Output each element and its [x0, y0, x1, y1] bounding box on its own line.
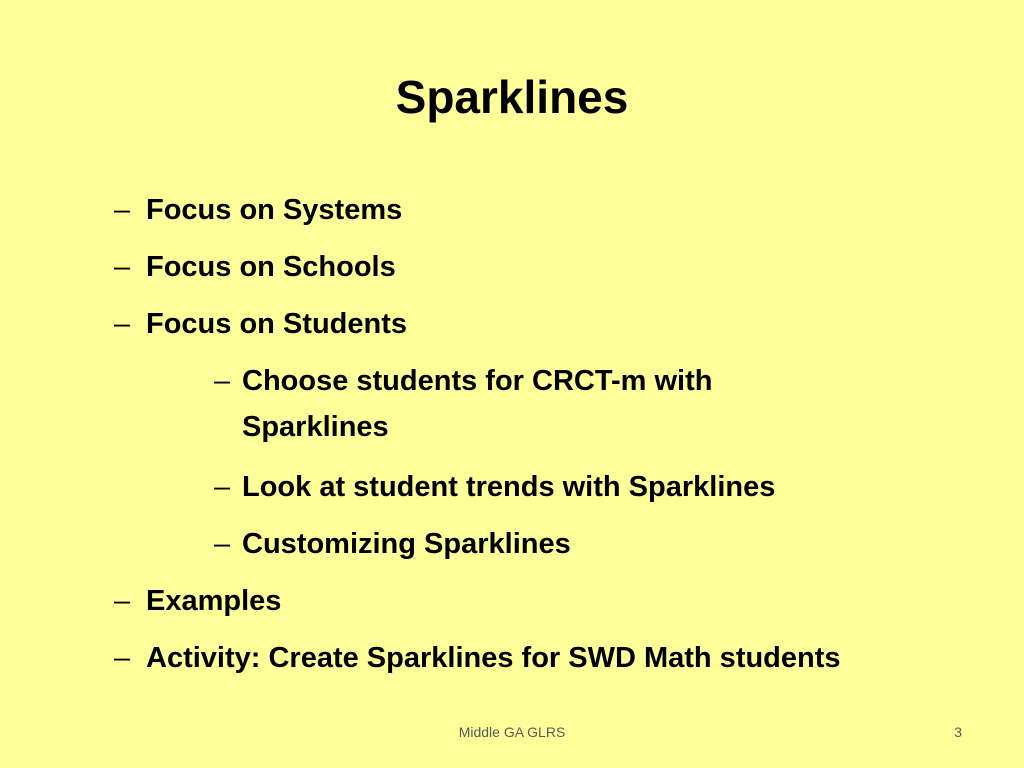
bullet-dash: –: [114, 194, 131, 226]
bullet-text: Look at student trends with Sparklines: [242, 471, 776, 503]
slide-footer: Middle GA GLRS: [458, 724, 566, 740]
bullet-item: [114, 578, 866, 624]
bullet-dash: –: [214, 528, 231, 560]
bullet-text: Activity: Create Sparklines for SWD Math students: [146, 642, 841, 674]
bullet-text: Examples: [146, 585, 282, 617]
bullet-dash: –: [214, 471, 231, 503]
bullet-item: [114, 301, 866, 347]
sub-bullet-item: [214, 521, 852, 567]
bullet-item: [114, 244, 866, 290]
bullet-dash: –: [114, 308, 131, 340]
bullet-text: Customizing Sparklines: [242, 528, 571, 560]
bullet-dash: –: [114, 585, 131, 617]
bullet-text: Focus on Systems: [146, 194, 403, 226]
bullet-item: [114, 187, 866, 233]
bullet-text: Choose students for CRCT-m with Sparklines: [242, 365, 713, 443]
slide-number: 3: [954, 724, 962, 740]
bullet-dash: –: [114, 251, 131, 283]
slide-title: Sparklines: [395, 71, 629, 123]
bullet-item: [114, 635, 866, 681]
sub-bullet-item: [214, 358, 852, 450]
bullet-text: Focus on Students: [146, 308, 407, 340]
bullet-dash: –: [214, 365, 231, 397]
bullet-dash: –: [114, 642, 131, 674]
sub-bullet-item: [214, 464, 852, 510]
bullet-text: Focus on Schools: [146, 251, 396, 283]
